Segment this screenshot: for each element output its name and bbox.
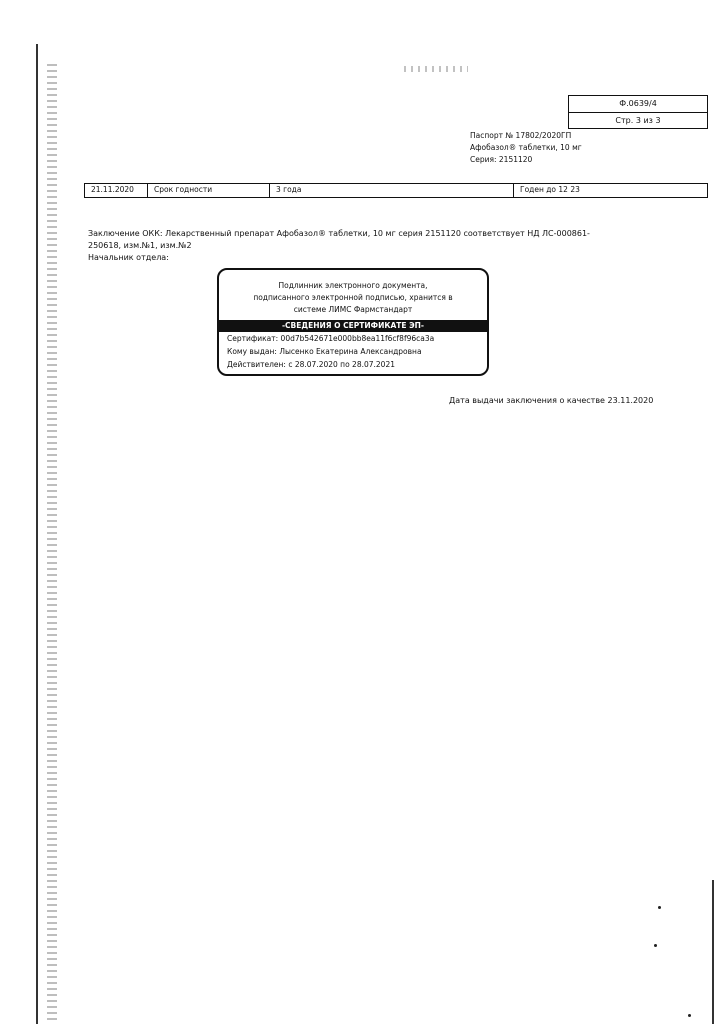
product-name: Афобазол® таблетки, 10 мг xyxy=(470,143,582,152)
certificate-number: Сертификат: 00d7b542671e000bb8ea11f6cf8f96ca3a xyxy=(227,334,435,343)
passport-number: Паспорт № 17802/2020ГП xyxy=(470,131,572,140)
passport-info xyxy=(470,130,582,166)
signature-title-line: подписанного электронной подписью, хранится в xyxy=(253,293,453,302)
form-code: Ф.0639/4 xyxy=(619,99,657,108)
scan-noise xyxy=(404,66,468,72)
expiry-table xyxy=(84,183,708,198)
certificate-owner: Кому выдан: Лысенко Екатерина Александровна xyxy=(227,347,422,356)
signature-title xyxy=(219,280,487,316)
expiry-period-cell: 3 года xyxy=(269,184,513,197)
department-head-label: Начальник отдела: xyxy=(88,253,169,262)
scan-edge-right xyxy=(712,880,714,1024)
scan-edge-pattern xyxy=(47,64,57,1024)
scan-edge-left xyxy=(36,44,38,1024)
expiry-label-cell: Срок годности xyxy=(147,184,269,197)
signature-title-line: системе ЛИМС Фармстандарт xyxy=(293,305,413,314)
valid-until-cell: Годен до 12 23 xyxy=(513,184,707,197)
signature-title-line: Подлинник электронного документа, xyxy=(278,281,428,290)
conclusion-block xyxy=(88,228,608,264)
scan-speck xyxy=(654,944,657,947)
electronic-signature-stamp xyxy=(217,268,489,376)
page-number: Стр. 3 из 3 xyxy=(569,112,707,129)
certificate-validity: Действителен: с 28.07.2020 по 28.07.2021 xyxy=(227,360,395,369)
conclusion-text: Заключение ОКК: Лекарственный препарат Афобазол® таблетки, 10 мг серия 2151120 соответствует НД ЛС-000861-250618, изм.№1, изм.№2 xyxy=(88,229,590,250)
series-number: Серия: 2151120 xyxy=(470,155,533,164)
scan-speck xyxy=(688,1014,691,1017)
scan-speck xyxy=(658,906,661,909)
expiry-date-cell: 21.11.2020 xyxy=(91,185,134,194)
certificate-info-bar: -СВЕДЕНИЯ О СЕРТИФИКАТЕ ЭП- xyxy=(219,320,487,332)
form-code-box xyxy=(568,95,708,129)
issue-date: Дата выдачи заключения о качестве 23.11.2020 xyxy=(449,396,654,405)
